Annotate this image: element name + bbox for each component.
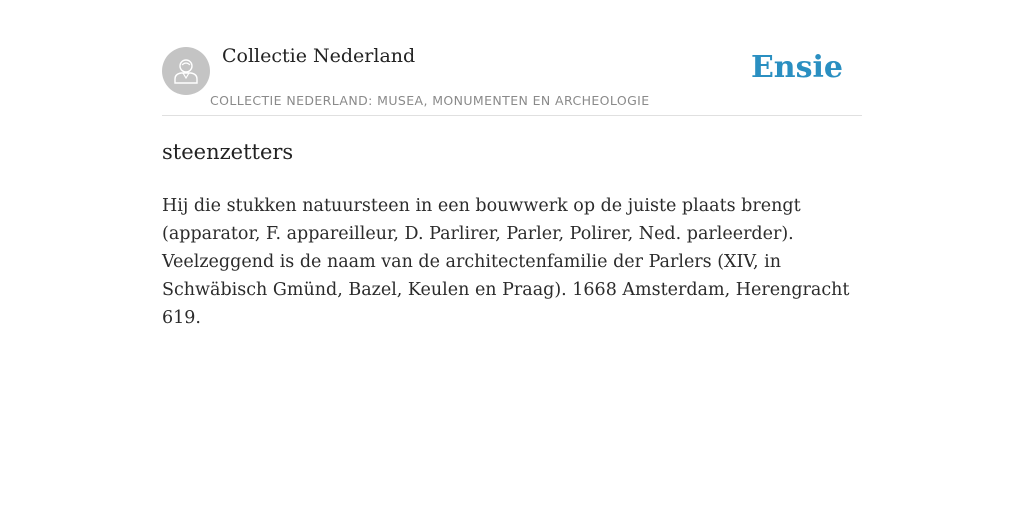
entry-card xyxy=(162,0,862,512)
author-avatar[interactable] xyxy=(162,47,210,95)
ensie-logo[interactable]: Ensie xyxy=(750,50,843,85)
entry-term: steenzetters xyxy=(162,140,294,164)
user-icon xyxy=(171,56,201,86)
entry-definition: Hij die stukken natuursteen in een bouwwerk op de juiste plaats brengt (apparator, F. appareilleur, D. Parlirer, Parler, Polirer, Ned. parleerder). Veelzeggend is de naam van de architectenfamilie der Parlers (XIV, in Schwäbisch Gmünd, Bazel, Keulen en Praag). 1668 Amsterdam, Herengracht 619. xyxy=(162,196,850,328)
author-link[interactable]: Collectie Nederland xyxy=(222,45,416,67)
entry-header xyxy=(162,40,862,116)
source-link[interactable]: COLLECTIE NEDERLAND: MUSEA, MONUMENTEN EN ARCHEOLOGIE xyxy=(210,93,650,108)
